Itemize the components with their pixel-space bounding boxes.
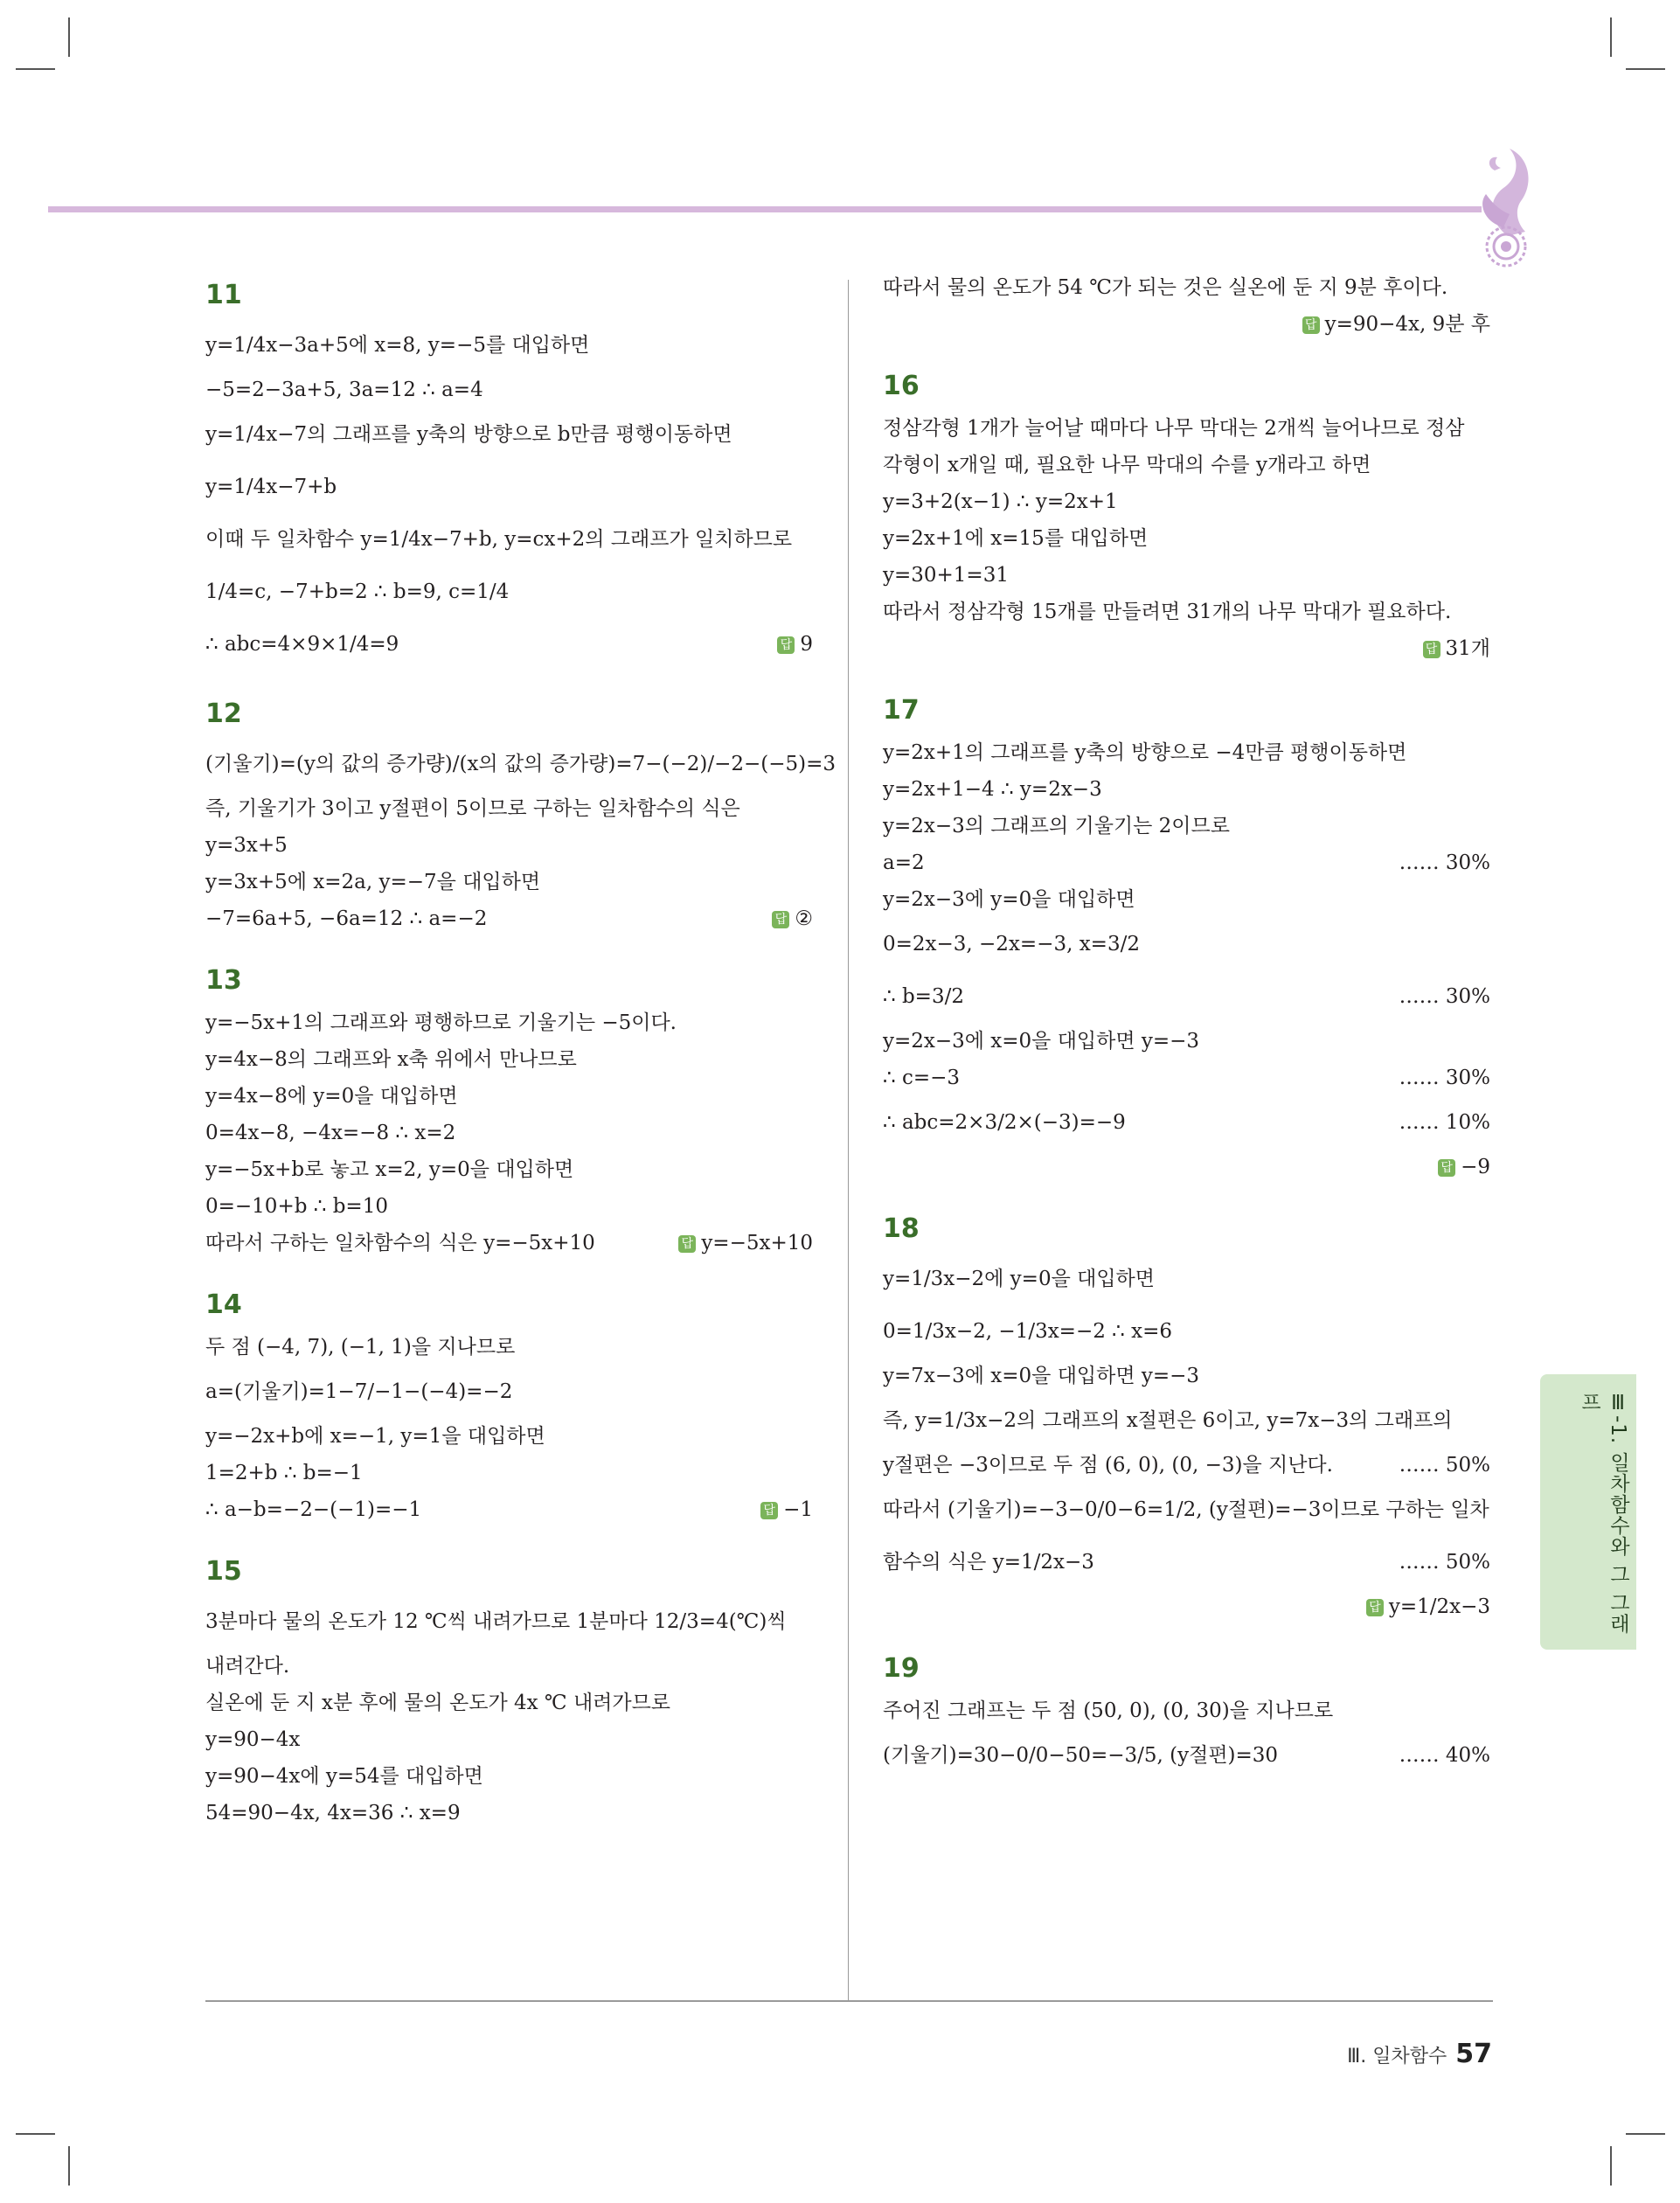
solution-text: y=2x+1의 그래프를 y축의 방향으로 −4만큼 평행이동하면 [883,741,1407,764]
solution-line: y=−2x+b에 x=−1, y=1을 대입하면 [205,1425,545,1448]
solution-line: 각형이 x개일 때, 필요한 나무 막대의 수를 y개라고 하면 [883,454,1371,476]
answer-badge: 답 [678,1235,696,1253]
answer [883,1149,1490,1185]
solution-line [205,1491,813,1528]
answer [772,900,813,937]
solution-line: 따라서 정삼각형 15개를 만들려면 31개의 나무 막대가 필요하다. [883,601,1452,623]
answer-value: −1 [783,1498,813,1521]
solution-line [883,808,1490,844]
answer-value: 31개 [1445,637,1490,660]
solution-text: 주어진 그래프는 두 점 (50, 0), (0, 30)을 지나므로 [883,1699,1334,1722]
solution-text: ∴ b=3/2 [883,985,964,1008]
solution-line: y=1/4x−7의 그래프를 y축의 방향으로 b만큼 평행이동하면 [205,423,732,446]
solution-line [883,1536,1490,1588]
solution-line: 두 점 (−4, 7), (−1, 1)을 지나므로 [205,1336,516,1359]
solution-line [883,771,1490,808]
solution-text: 0=2x−3, −2x=−3, x=3/2 [883,933,1140,956]
solution-line: y=−5x+b로 놓고 x=2, y=0을 대입하면 [205,1158,574,1181]
score: …… 40% [1399,1744,1490,1767]
problem-number: 16 [883,371,920,401]
solution-line [883,1096,1490,1149]
chapter-side-tab [1540,1374,1636,1650]
crop-mark [1610,17,1612,57]
solution-line [883,881,1490,918]
solution-text: y=7x−3에 x=0을 대입하면 y=−3 [883,1365,1200,1387]
answer [883,1588,1490,1625]
solution-text: y=1/3x−2에 y=0을 대입하면 [883,1268,1155,1290]
answer-badge: 답 [760,1502,778,1519]
solution-line [883,918,1490,970]
solution-line: y=90−4x에 y=54를 대입하면 [205,1765,483,1788]
problem-13 [205,965,813,1261]
solution-line: 정삼각형 1개가 늘어날 때마다 나무 막대는 2개씩 늘어나므로 정삼 [883,417,1465,440]
solution-line: 0=4x−8, −4x=−8 ∴ x=2 [205,1122,456,1144]
solution-line: 따라서 물의 온도가 54 ℃가 되는 것은 실온에 둔 지 9분 후이다. [883,276,1448,299]
answer-value: y=1/2x−3 [1388,1595,1490,1618]
answer-value: −9 [1461,1156,1490,1178]
crop-mark [16,2133,55,2135]
answer-value: y=−5x+10 [701,1232,813,1254]
answer [883,630,1490,667]
solution-line [883,1729,1490,1782]
score: …… 30% [1399,1067,1490,1089]
solution-line [883,844,1490,881]
solution-line [883,734,1490,771]
solution-line: 3분마다 물의 온도가 12 ℃씩 내려가므로 1분마다 12/3=4(℃)씩 [205,1610,787,1633]
problem-14 [205,1289,813,1528]
solution-line: a=(기울기)=1−7/−1−(−4)=−2 [205,1380,513,1403]
problem-15 [205,1556,813,1831]
crop-mark [68,17,70,57]
problem-number: 15 [205,1556,242,1587]
crop-mark [1626,2133,1665,2135]
solution-line: 이때 두 일차함수 y=1/4x−7+b, y=cx+2의 그래프가 일치하므로 [205,528,793,551]
page-number: 57 [1455,2039,1492,2069]
problem-number: 11 [205,280,242,310]
solution-text: 함수의 식은 y=1/2x−3 [883,1551,1094,1574]
problem-17 [883,695,1490,1185]
solution-line [883,1394,1490,1447]
problem-number: 17 [883,695,920,726]
solution-text: y=2x−3에 x=0을 대입하면 y=−3 [883,1030,1200,1053]
solution-line: 내려간다. [205,1655,290,1678]
solution-line: 1/4=c, −7+b=2 ∴ b=9, c=1/4 [205,580,510,603]
solution-line: y=90−4x [205,1728,301,1751]
problem-number: 19 [883,1653,920,1684]
answer-value: ② [795,907,813,930]
solution-line [205,1225,813,1261]
solution-text: 즉, y=1/3x−2의 그래프의 x절편은 6이고, y=7x−3의 그래프의 [883,1409,1453,1432]
solution-line: (기울기)=(y의 값의 증가량)/(x의 값의 증가량)=7−(−2)/−2−(−5)=3 [205,753,837,775]
solution-line [883,1484,1490,1536]
score: …… 30% [1399,851,1490,874]
solution-text: −7=6a+5, −6a=12 ∴ a=−2 [205,907,488,930]
solution-line [205,900,813,937]
solution-text: (기울기)=30−0/0−50=−3/5, (y절편)=30 [883,1744,1279,1767]
solution-text: a=2 [883,851,925,874]
score: …… 50% [1399,1454,1490,1477]
problem-number: 14 [205,1289,242,1320]
problem-number: 18 [883,1213,920,1244]
answer-badge: 답 [1423,641,1440,658]
answer-badge: 답 [777,636,795,654]
solution-line: 54=90−4x, 4x=36 ∴ x=9 [205,1802,461,1824]
problem-15-continued [883,269,1490,343]
problem-number: 12 [205,698,242,729]
solution-line: y=1/4x−7+b [205,476,337,498]
left-column [205,269,837,1859]
footer-rule [205,2000,1493,2002]
solution-text: y=2x−3의 그래프의 기울기는 2이므로 [883,815,1230,837]
solution-line [883,1358,1490,1394]
header-rule [48,206,1482,212]
solution-line: y=4x−8의 그래프와 x축 위에서 만나므로 [205,1048,577,1071]
solution-text: ∴ abc=4×9×1/4=9 [205,633,399,656]
page-footer [1347,2039,1492,2069]
solution-text: ∴ abc=2×3/2×(−3)=−9 [883,1111,1126,1134]
answer-value: 9 [800,633,813,656]
solution-line: y=2x+1에 x=15를 대입하면 [883,527,1149,550]
solution-line [883,1305,1490,1358]
solution-text: ∴ a−b=−2−(−1)=−1 [205,1498,422,1521]
problem-11 [205,280,813,671]
score: …… 30% [1399,985,1490,1008]
right-column [883,269,1490,1810]
score: …… 50% [1399,1551,1490,1574]
flourish-ornament-icon [1455,140,1552,271]
solution-text: y=2x+1−4 ∴ y=2x−3 [883,778,1102,801]
chapter-side-tab-label: Ⅲ-1. 일차함수와 그 그래프 [1578,1392,1629,1635]
answer-value: y=90−4x, 9분 후 [1324,313,1490,336]
solution-line [883,1692,1490,1729]
solution-line: y=1/4x−3a+5에 x=8, y=−5를 대입하면 [205,334,590,357]
score: …… 10% [1399,1111,1490,1134]
crop-mark [1610,2146,1612,2186]
answer [678,1225,813,1261]
solution-text: 따라서 구하는 일차함수의 식은 y=−5x+10 [205,1232,595,1254]
problem-19 [883,1653,1490,1782]
problem-18 [883,1213,1490,1625]
solution-text: y절편은 −3이므로 두 점 (6, 0), (0, −3)을 지난다. [883,1454,1333,1477]
solution-line: 실온에 둔 지 x분 후에 물의 온도가 4x ℃ 내려가므로 [205,1692,671,1714]
problem-number: 13 [205,965,242,996]
answer [760,1491,813,1528]
solution-line: 즉, 기울기가 3이고 y절편이 5이므로 구하는 일차함수의 식은 [205,797,740,820]
solution-line: y=−5x+1의 그래프와 평행하므로 기울기는 −5이다. [205,1011,677,1034]
solution-line: y=3x+5에 x=2a, y=−7을 대입하면 [205,871,541,893]
column-divider [848,280,849,2002]
solution-line [883,1023,1490,1060]
crop-mark [1626,68,1665,70]
solution-line: −5=2−3a+5, 3a=12 ∴ a=4 [205,379,483,401]
footer-chapter: Ⅲ. 일차함수 [1347,2046,1447,2067]
solution-text: y=2x−3에 y=0을 대입하면 [883,888,1135,911]
solution-line: y=3x+5 [205,834,288,857]
solution-line [883,1060,1490,1096]
problem-16 [883,371,1490,667]
answer-badge: 답 [1302,316,1320,334]
solution-line: y=30+1=31 [883,564,1009,587]
crop-mark [16,68,55,70]
solution-line [205,618,813,671]
answer-badge: 답 [1438,1159,1455,1177]
solution-line [883,1447,1490,1484]
solution-line: 1=2+b ∴ b=−1 [205,1462,363,1484]
solution-text: 따라서 (기울기)=−3−0/0−6=1/2, (y절편)=−3이므로 구하는 일차 [883,1498,1489,1521]
answer [883,306,1490,343]
answer-badge: 답 [772,911,789,928]
solution-line [883,1253,1490,1305]
solution-text: ∴ c=−3 [883,1067,961,1089]
solution-line: y=3+2(x−1) ∴ y=2x+1 [883,490,1118,513]
solution-line: 0=−10+b ∴ b=10 [205,1195,388,1218]
answer [777,618,813,671]
crop-mark [68,2146,70,2186]
problem-12 [205,698,837,937]
answer-badge: 답 [1366,1599,1384,1616]
solution-line [883,970,1490,1023]
solution-text: 0=1/3x−2, −1/3x=−2 ∴ x=6 [883,1320,1172,1343]
solution-line: y=4x−8에 y=0을 대입하면 [205,1085,458,1108]
